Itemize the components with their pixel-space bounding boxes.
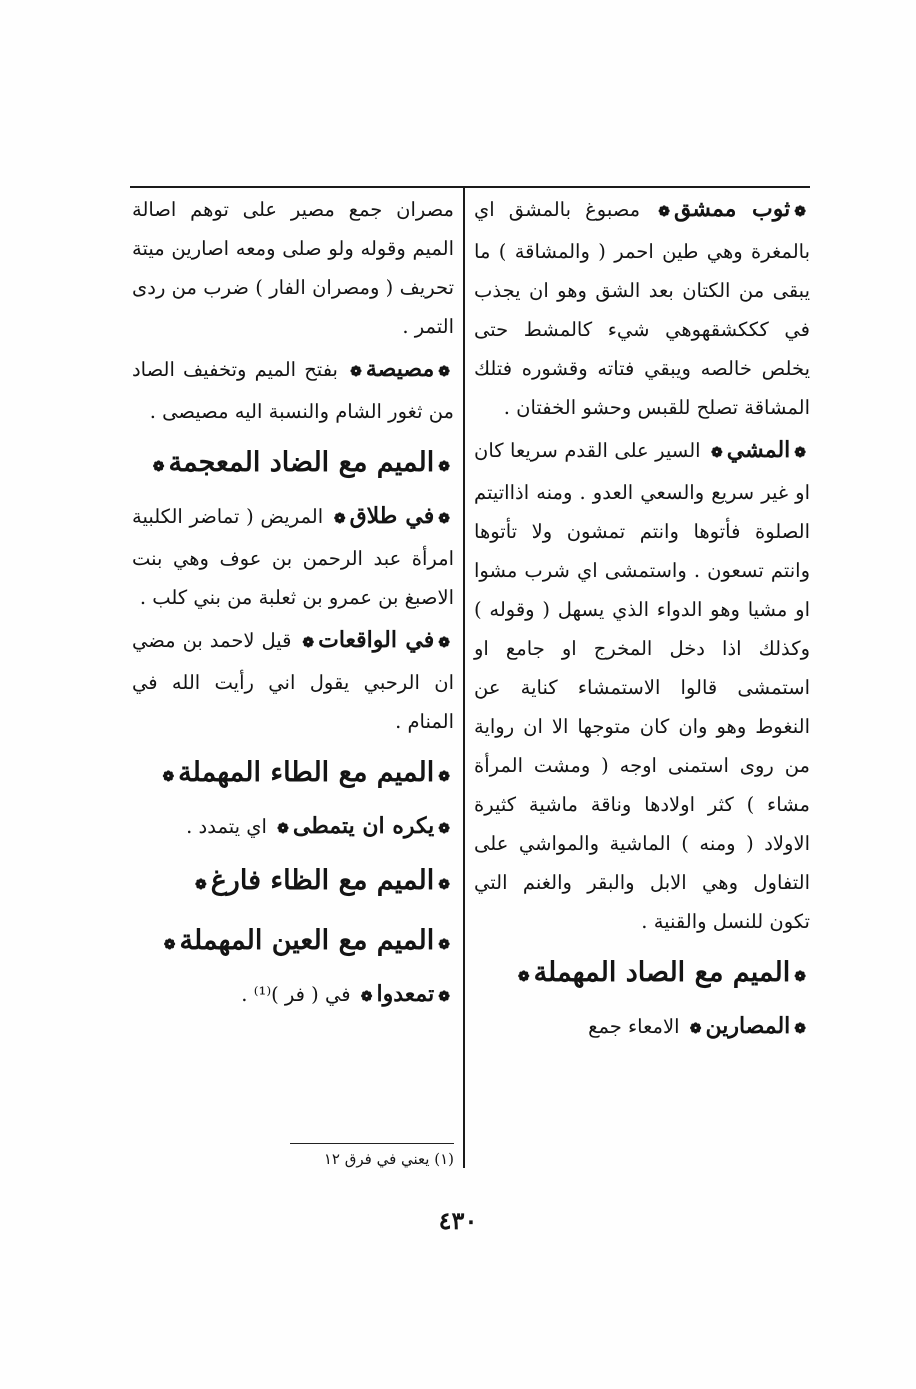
- entry-headword: في طلاق: [349, 503, 435, 529]
- ornament-open-icon: ❁: [438, 511, 450, 527]
- section-heading-text: الميم مع الصاد المهملة: [533, 957, 791, 988]
- header-rule: [130, 186, 810, 188]
- ornament-open-icon: ❁: [794, 445, 806, 461]
- ornament-close-icon: ❁: [658, 204, 670, 220]
- ornament-close-icon: ❁: [517, 969, 530, 985]
- entry-headword: المشي: [726, 437, 791, 463]
- section-heading-text: الميم مع العين المهملة: [179, 925, 435, 956]
- section-heading: [474, 949, 810, 1001]
- ornament-close-icon: ❁: [194, 877, 207, 893]
- column-divider: [463, 188, 465, 1168]
- entry-paragraph: [132, 621, 454, 741]
- ornament-close-icon: ❁: [152, 459, 165, 475]
- ornament-open-icon: ❁: [438, 459, 450, 475]
- section-heading: [132, 439, 454, 491]
- ornament-open-icon: ❁: [438, 769, 450, 785]
- right-column: [474, 190, 810, 1053]
- ornament-close-icon: ❁: [350, 364, 362, 380]
- entry-headword: مصيصة: [365, 356, 435, 382]
- entry-paragraph: [132, 807, 454, 849]
- entry-paragraph: [132, 975, 454, 1017]
- ornament-open-icon: ❁: [438, 877, 450, 893]
- entry-headword: تمعدوا: [376, 981, 435, 1007]
- entry-text: السير على القدم سريعا كان او غير سريع والسعي العدو . ومنه اذااتيتم الصلوة فأتوها وانتم تمشون ولا تأتوها وانتم تسعون . واستمشى اي شرب مشوا او مشيا وهو الدواء الذي يسهل ( وقوله ) وكذلك اذا دخل المخرج او جامع او استمشى قالوا الاستمشاء كناية عن النغوط وهو وان كان متوجها الا ان رواية من روى استمنى اوجه ( ومشت المرأة مشاء ) كثر اولادها وناقة ماشية كثيرة الاولاد ( ومنه ) الماشية والمواشي على التفاول وهي الابل والبقر والغنم التي تكون للنسل والقنية .: [474, 439, 810, 933]
- section-heading: [132, 857, 454, 909]
- entry-headword: في الواقعات: [318, 627, 435, 653]
- entry-paragraph: [132, 190, 454, 346]
- entry-text: بفتح الميم وتخفيف الصاد من ثغور الشام والنسبة اليه مصيصى .: [132, 358, 454, 423]
- section-heading-text: الميم مع الطاء المهملة: [178, 757, 435, 788]
- ornament-close-icon: ❁: [689, 1021, 702, 1037]
- ornament-close-icon: ❁: [163, 937, 176, 953]
- ornament-open-icon: ❁: [438, 937, 450, 953]
- left-column: [132, 190, 454, 1021]
- ornament-close-icon: ❁: [711, 445, 723, 461]
- ornament-open-icon: ❁: [438, 821, 450, 837]
- entry-paragraph: [474, 190, 810, 427]
- ornament-close-icon: ❁: [360, 989, 373, 1005]
- ornament-close-icon: ❁: [333, 511, 346, 527]
- ornament-open-icon: ❁: [794, 969, 806, 985]
- ornament-open-icon: ❁: [794, 1021, 806, 1037]
- entry-paragraph: [132, 350, 454, 431]
- entry-paragraph: [132, 497, 454, 617]
- ornament-open-icon: ❁: [438, 989, 450, 1005]
- entry-text: مصبوغ بالمشق اي بالمغرة وهي طين احمر ( والمشاقة ) ما يبقى من الكتان بعد الشق وهو ان يجذب في كككشقهوهي شيء كالمشط حتى يخلص خالصه ويبقي فتاته وقشوره فتلك المشاقة تصلح للقبس وحشو الخفتان .: [474, 198, 810, 419]
- entry-text: المريض ( تماضر الكلبية امرأة عبد الرحمن بن عوف وهي بنت الاصبغ بن عمرو بن ثعلبة من بني كلب .: [132, 505, 454, 609]
- entry-text: الامعاء جمع: [588, 1015, 680, 1038]
- entry-headword: يكره ان يتمطى: [292, 813, 435, 839]
- entry-headword: ثوب ممشق: [673, 196, 791, 222]
- page-number: ٤٣٠: [438, 1206, 478, 1235]
- section-heading: [132, 749, 454, 801]
- ornament-close-icon: ❁: [162, 769, 175, 785]
- entry-text: اي يتمدد .: [186, 815, 267, 838]
- entry-text: قيل لاحمد بن مضي ان الرحبي يقول اني رأيت الله في المنام .: [132, 629, 454, 733]
- entry-text: مصران جمع مصير على توهم اصالة الميم وقوله ولو صلى ومعه اصارين ميتة تحريف ( ومصران الفار ) ضرب من ردى التمر .: [132, 198, 454, 338]
- ornament-close-icon: ❁: [302, 635, 315, 651]
- section-heading-text: الميم مع الضاد المعجمة: [168, 447, 435, 478]
- entry-paragraph: [474, 431, 810, 941]
- section-heading: [132, 917, 454, 969]
- entry-text: في ( فر )⁽¹⁾ .: [241, 983, 351, 1006]
- section-heading-text: الميم مع الظاء فارغ: [210, 865, 435, 896]
- ornament-open-icon: ❁: [794, 204, 806, 220]
- footnote: (١) يعني في فرق ١٢: [323, 1150, 454, 1168]
- ornament-open-icon: ❁: [438, 364, 450, 380]
- ornament-open-icon: ❁: [438, 635, 450, 651]
- footnote-rule: [290, 1143, 454, 1144]
- entry-paragraph: [474, 1007, 810, 1049]
- ornament-close-icon: ❁: [277, 821, 289, 837]
- entry-headword: المصارين: [705, 1013, 791, 1039]
